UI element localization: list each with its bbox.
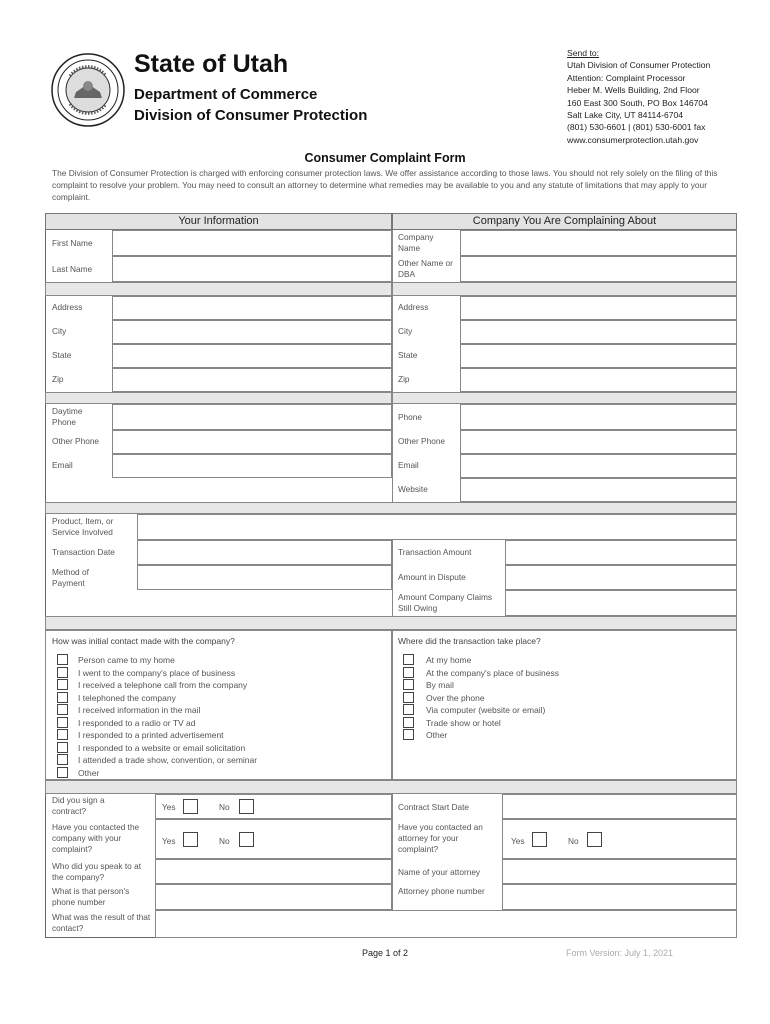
- address-line: Attention: Complaint Processor: [567, 72, 686, 83]
- contact-option-label: I received information in the mail: [78, 705, 201, 715]
- send-to-address: [567, 47, 710, 146]
- attorney-no-checkbox[interactable]: [587, 832, 602, 847]
- contact-option-label: Person came to my home: [78, 655, 175, 665]
- contact-option-checkbox[interactable]: [57, 704, 68, 715]
- attorney-name-label: Name of your attorney: [398, 867, 481, 877]
- person-phone-label: What is that person's phone number: [52, 886, 130, 907]
- yes-label: Yes: [162, 836, 176, 846]
- column-divider: [392, 794, 393, 910]
- company-name-field[interactable]: [460, 230, 737, 256]
- yes-label: Yes: [511, 836, 525, 846]
- who-spoke-field[interactable]: [155, 859, 392, 884]
- contact-result-field[interactable]: [155, 910, 737, 938]
- company-address-label: Address: [398, 302, 429, 312]
- section-band: [45, 616, 737, 630]
- contacted-company-label: Have you contacted the company with your complaint?: [52, 822, 140, 854]
- address-field[interactable]: [112, 296, 392, 320]
- department-heading: [134, 84, 367, 126]
- contract-start-label: Contract Start Date: [398, 802, 470, 812]
- contact-result-label: What was the result of that contact?: [52, 912, 151, 933]
- where-option-checkbox[interactable]: [403, 654, 414, 665]
- contact-option-label: Other: [78, 768, 100, 778]
- where-option-label: Over the phone: [426, 693, 485, 703]
- product-label: Product, Item, or Service Involved: [52, 516, 114, 537]
- column-divider: [392, 230, 393, 503]
- city-label: City: [52, 326, 67, 336]
- company-state-label: State: [398, 350, 418, 360]
- company-other-phone-label: Other Phone: [398, 436, 446, 446]
- spacer-band: [45, 392, 392, 404]
- amount-dispute-label: Amount in Dispute: [398, 572, 466, 582]
- page-title: State of Utah: [134, 50, 289, 78]
- address-line: Salt Lake City, UT 84114-6704: [567, 110, 684, 121]
- signed-contract-label: Did you sign a contract?: [52, 795, 105, 816]
- website-field[interactable]: [460, 478, 737, 502]
- attorney-yes-checkbox[interactable]: [532, 832, 547, 847]
- daytime-phone-field[interactable]: [112, 404, 392, 430]
- product-field[interactable]: [137, 514, 737, 540]
- company-header: Company You Are Complaining About: [392, 213, 737, 230]
- address-line: 160 East 300 South, PO Box 146704: [567, 97, 708, 108]
- who-spoke-label: Who did you speak to at the company?: [52, 861, 142, 882]
- contact-option-checkbox[interactable]: [57, 679, 68, 690]
- last-name-label: Last Name: [52, 264, 93, 274]
- where-option-label: Other: [426, 730, 448, 740]
- no-label: No: [568, 836, 579, 846]
- contact-option-label: I went to the company's place of business: [78, 668, 236, 678]
- spacer-band: [392, 392, 737, 404]
- state-seal-logo: [50, 52, 126, 128]
- your-information-header: Your Information: [45, 213, 392, 230]
- intro-paragraph: The Division of Consumer Protection is charged with enforcing consumer protection laws. We offer assistance according to those laws. You should not rely solely on the filing of this complaint to resolve your problem. You may need to consult an attorney to determine what remedies may be available to you and any statute of limitations that may apply to your complaint.: [52, 168, 718, 202]
- address-line: Utah Division of Consumer Protection: [567, 60, 711, 71]
- where-option-label: Via computer (website or email): [426, 705, 546, 715]
- contact-option-checkbox[interactable]: [57, 729, 68, 740]
- attorney-question-label: Have you contacted an attorney for your complaint?: [398, 822, 483, 854]
- email-field[interactable]: [112, 454, 392, 478]
- company-city-field[interactable]: [460, 320, 737, 344]
- no-label: No: [219, 802, 230, 812]
- address-line: www.consumerprotection.utah.gov: [567, 134, 699, 145]
- first-name-label: First Name: [52, 238, 93, 248]
- form-title: Consumer Complaint Form: [304, 151, 466, 165]
- transaction-date-label: Transaction Date: [52, 547, 115, 557]
- where-option-checkbox[interactable]: [403, 679, 414, 690]
- contact-option-label: I received a telephone call from the company: [78, 680, 248, 690]
- company-zip-field[interactable]: [460, 368, 737, 392]
- send-to-heading: Send to:: [567, 48, 600, 58]
- spacer-band: [45, 282, 392, 296]
- yes-label: Yes: [162, 802, 176, 812]
- company-email-field[interactable]: [460, 454, 737, 478]
- attorney-name-field[interactable]: [502, 859, 737, 884]
- contact-option-label: I responded to a printed advertisement: [78, 730, 224, 740]
- contact-option-checkbox[interactable]: [57, 754, 68, 765]
- payment-method-field[interactable]: [137, 565, 392, 590]
- no-label: No: [219, 836, 230, 846]
- attorney-phone-label: Attorney phone number: [398, 886, 485, 896]
- company-zip-label: Zip: [398, 374, 410, 384]
- contact-option-checkbox[interactable]: [57, 742, 68, 753]
- contact-option-checkbox[interactable]: [57, 717, 68, 728]
- section-band: [45, 502, 737, 514]
- contact-question: How was initial contact made with the company?: [52, 636, 235, 646]
- department-name: Department of Commerce: [134, 86, 318, 103]
- contacted-yes-checkbox[interactable]: [183, 832, 198, 847]
- last-name-field[interactable]: [112, 256, 392, 282]
- where-option-checkbox[interactable]: [403, 704, 414, 715]
- city-field[interactable]: [112, 320, 392, 344]
- transaction-date-field[interactable]: [137, 540, 392, 565]
- amount-owing-field[interactable]: [505, 590, 737, 616]
- where-question: Where did the transaction take place?: [398, 636, 541, 646]
- where-option-label: Trade show or hotel: [426, 718, 501, 728]
- contact-option-label: I responded to a radio or TV ad: [78, 718, 196, 728]
- other-phone-field[interactable]: [112, 430, 392, 454]
- zip-field[interactable]: [112, 368, 392, 392]
- where-option-checkbox[interactable]: [403, 692, 414, 703]
- state-label: State: [52, 350, 72, 360]
- company-address-field[interactable]: [460, 296, 737, 320]
- where-option-label: By mail: [426, 680, 454, 690]
- spacer-band: [392, 282, 737, 296]
- contract-start-field[interactable]: [502, 794, 737, 819]
- amount-owing-label: Amount Company Claims Still Owing: [398, 592, 493, 613]
- page-number: Page 1 of 2: [362, 948, 409, 958]
- contact-option-checkbox[interactable]: [57, 767, 68, 778]
- contact-option-label: I telephoned the company: [78, 693, 176, 703]
- company-other-phone-field[interactable]: [460, 430, 737, 454]
- email-label: Email: [52, 460, 73, 470]
- other-name-label: Other Name or DBA: [398, 258, 453, 279]
- zip-label: Zip: [52, 374, 64, 384]
- address-line: (801) 530-6601 | (801) 530-6001 fax: [567, 122, 706, 133]
- transaction-amount-field[interactable]: [505, 540, 737, 565]
- company-name-label: Company Name: [398, 232, 434, 253]
- column-divider: [392, 540, 393, 616]
- contact-option-label: I responded to a website or email solicitation: [78, 743, 246, 753]
- form-version: Form Version: July 1, 2021: [566, 948, 674, 958]
- company-email-label: Email: [398, 460, 419, 470]
- address-line: Heber M. Wells Building, 2nd Floor: [567, 85, 700, 96]
- transaction-amount-label: Transaction Amount: [398, 547, 472, 557]
- amount-dispute-field[interactable]: [505, 565, 737, 590]
- payment-method-label: Method of Payment: [52, 567, 89, 588]
- where-option-label: At the company's place of business: [426, 668, 559, 678]
- website-label: Website: [398, 484, 428, 494]
- where-option-label: At my home: [426, 655, 472, 665]
- signed-yes-checkbox[interactable]: [183, 799, 198, 814]
- other-name-field[interactable]: [460, 256, 737, 282]
- person-phone-field[interactable]: [155, 884, 392, 910]
- daytime-phone-label: Daytime Phone: [52, 406, 83, 427]
- company-phone-label: Phone: [398, 412, 422, 422]
- attorney-phone-field[interactable]: [502, 884, 737, 910]
- company-phone-field[interactable]: [460, 404, 737, 430]
- contact-option-checkbox[interactable]: [57, 692, 68, 703]
- state-field[interactable]: [112, 344, 392, 368]
- where-option-checkbox[interactable]: [403, 667, 414, 678]
- contact-option-checkbox[interactable]: [57, 667, 68, 678]
- first-name-field[interactable]: [112, 230, 392, 256]
- signed-no-checkbox[interactable]: [239, 799, 254, 814]
- contact-option-checkbox[interactable]: [57, 654, 68, 665]
- company-state-field[interactable]: [460, 344, 737, 368]
- contact-option-label: I attended a trade show, convention, or seminar: [78, 755, 258, 765]
- other-phone-label: Other Phone: [52, 436, 100, 446]
- address-label: Address: [52, 302, 83, 312]
- where-option-checkbox[interactable]: [403, 717, 414, 728]
- company-city-label: City: [398, 326, 413, 336]
- contacted-no-checkbox[interactable]: [239, 832, 254, 847]
- division-name: Division of Consumer Protection: [134, 107, 368, 124]
- where-option-checkbox[interactable]: [403, 729, 414, 740]
- section-band: [45, 780, 737, 794]
